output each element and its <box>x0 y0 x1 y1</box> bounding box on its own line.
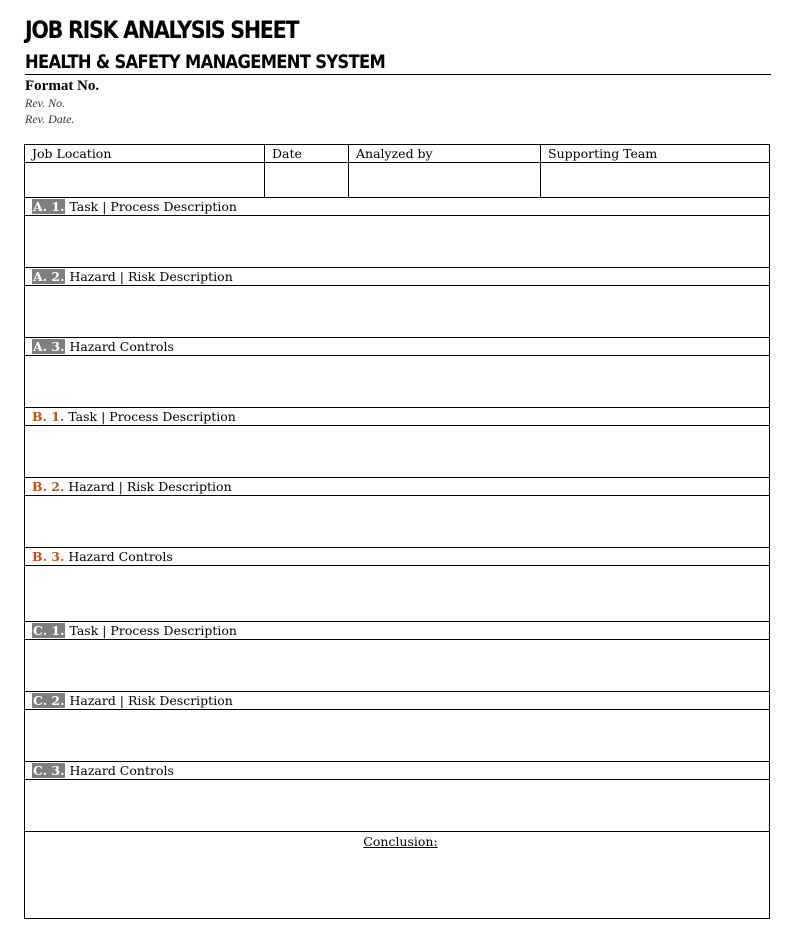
section-code: C. 3. <box>33 763 65 778</box>
section-c3-label <box>25 762 770 780</box>
section-b2-label <box>25 478 770 496</box>
section-body-row <box>25 496 770 548</box>
section-code: C. 1. <box>33 623 65 638</box>
section-title: Task | Process Description <box>68 409 236 424</box>
section-a2-entry[interactable] <box>25 286 770 338</box>
section-body-row <box>25 286 770 338</box>
section-body-row <box>25 216 770 268</box>
header-divider <box>25 74 771 75</box>
section-label-row <box>25 762 770 780</box>
conclusion-label-row <box>25 832 770 851</box>
section-b1-label <box>25 408 770 426</box>
revision-date-label: Rev. Date. <box>25 112 75 126</box>
info-entry-row <box>25 163 770 198</box>
conclusion-heading <box>25 832 770 851</box>
section-b3-label <box>25 548 770 566</box>
section-title: Hazard | Risk Description <box>69 693 233 708</box>
job-location-field[interactable] <box>25 163 265 198</box>
section-title: Task | Process Description <box>69 199 237 214</box>
analyzed-by-field[interactable] <box>349 163 541 198</box>
section-code: B. 3. <box>32 549 65 564</box>
section-code: A. 1. <box>33 199 65 214</box>
section-code: A. 2. <box>33 269 65 284</box>
section-code: A. 3. <box>33 339 65 354</box>
section-body-row <box>25 780 770 832</box>
conclusion-entry[interactable] <box>25 850 770 919</box>
section-a1-entry[interactable] <box>25 216 770 268</box>
section-c1-entry[interactable] <box>25 640 770 692</box>
section-label-row <box>25 268 770 286</box>
column-header-analyzed-by: Analyzed by <box>349 145 541 163</box>
document-title: JOB RISK ANALYSIS SHEET <box>25 16 299 44</box>
section-c2-label <box>25 692 770 710</box>
section-body-row <box>25 710 770 762</box>
section-body-row <box>25 640 770 692</box>
document-subtitle: HEALTH & SAFETY MANAGEMENT SYSTEM <box>25 51 386 73</box>
section-title: Task | Process Description <box>69 623 237 638</box>
section-label-row <box>25 692 770 710</box>
section-b1-entry[interactable] <box>25 426 770 478</box>
section-title: Hazard Controls <box>69 339 174 354</box>
section-code: B. 1. <box>32 409 65 424</box>
conclusion-body-row <box>25 850 770 919</box>
section-label-row <box>25 338 770 356</box>
section-label-row <box>25 478 770 496</box>
section-label-row <box>25 408 770 426</box>
section-c3-entry[interactable] <box>25 780 770 832</box>
section-title: Hazard Controls <box>68 549 173 564</box>
section-label-row <box>25 622 770 640</box>
section-b3-entry[interactable] <box>25 566 770 622</box>
supporting-team-field[interactable] <box>541 163 770 198</box>
section-label-row <box>25 548 770 566</box>
conclusion-label: Conclusion: <box>363 833 438 849</box>
section-title: Hazard | Risk Description <box>69 269 233 284</box>
column-header-supporting-team: Supporting Team <box>541 145 770 163</box>
section-a3-label <box>25 338 770 356</box>
section-a3-entry[interactable] <box>25 356 770 408</box>
revision-number-label: Rev. No. <box>25 96 66 110</box>
section-label-row <box>25 198 770 216</box>
section-title: Hazard | Risk Description <box>68 479 232 494</box>
section-title: Hazard Controls <box>69 763 174 778</box>
section-code: B. 2. <box>32 479 65 494</box>
date-field[interactable] <box>265 163 349 198</box>
section-body-row <box>25 426 770 478</box>
section-body-row <box>25 566 770 622</box>
section-code: C. 2. <box>33 693 65 708</box>
section-c1-label <box>25 622 770 640</box>
section-body-row <box>25 356 770 408</box>
risk-analysis-table <box>24 144 770 919</box>
section-c2-entry[interactable] <box>25 710 770 762</box>
section-b2-entry[interactable] <box>25 496 770 548</box>
section-a2-label <box>25 268 770 286</box>
format-number-label: Format No. <box>25 78 100 94</box>
section-a1-label <box>25 198 770 216</box>
table-header-row <box>25 145 770 163</box>
column-header-date: Date <box>265 145 349 163</box>
column-header-job-location: Job Location <box>25 145 265 163</box>
